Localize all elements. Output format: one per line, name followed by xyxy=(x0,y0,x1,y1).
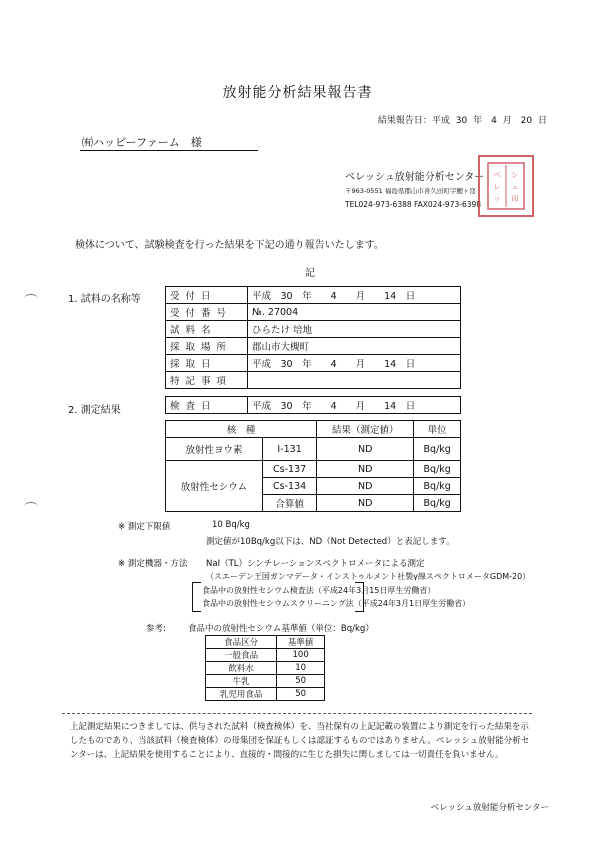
footer-lab-name: ベレッシュ放射能分析センター xyxy=(430,803,549,813)
table-row xyxy=(166,461,461,478)
seal-icon xyxy=(486,161,526,211)
nuclide: I-131 xyxy=(262,438,316,461)
page-title: 放射能分析結果報告書 xyxy=(222,85,373,101)
svg-text:ッ: ッ xyxy=(493,195,501,203)
table-row xyxy=(166,372,461,389)
reference-table xyxy=(205,635,325,701)
limit-value: 50 xyxy=(277,688,325,701)
table-row xyxy=(206,662,325,675)
divider xyxy=(62,713,532,714)
row-key: 特記事項 xyxy=(166,372,248,389)
table-row xyxy=(166,321,461,338)
reference-title: 食品中の放射性セシウム基準値（単位：Bq/kg） xyxy=(188,624,374,634)
table-row xyxy=(206,688,325,701)
svg-text:印: 印 xyxy=(511,195,519,203)
intro-text: 検体について、試験検査を行った結果を下記の通り報告いたします。 xyxy=(75,240,384,251)
table-row xyxy=(166,397,461,414)
punch-hole-mark xyxy=(24,502,38,511)
method-ref1: 食品中の放射性セシウム検査法（平成24年3月15日厚生労働省） xyxy=(202,586,436,595)
method-label: ※ 測定機器・方法 xyxy=(118,559,188,569)
nuclide: Cs-137 xyxy=(262,461,316,478)
table-header-row xyxy=(206,636,325,649)
row-value: 郡山市大槻町 xyxy=(248,338,461,355)
section2-label: 2. 測定結果 xyxy=(68,405,121,416)
row-key: 採取場所 xyxy=(166,338,248,355)
limit-value: 10 xyxy=(277,662,325,675)
lab-tel: TEL024-973-6388 FAX024-973-6398 xyxy=(345,200,482,209)
row-key: 試料名 xyxy=(166,321,248,338)
results-table xyxy=(165,420,461,512)
svg-text:ベ: ベ xyxy=(493,171,501,179)
table-row xyxy=(166,355,461,372)
method-sub: （スエーデン王国ガンマデータ・インストゥルメント社製γ線スペクトロメータGDM-20） xyxy=(206,572,531,581)
company-seal-stamp xyxy=(478,155,534,217)
col-header: 基準値 xyxy=(277,636,325,649)
result: ND xyxy=(317,478,414,495)
table-row xyxy=(206,675,325,688)
report-date: 結果報告日：平成 30 年 4 月 20 日 xyxy=(377,116,547,126)
row-value: №. 27004 xyxy=(248,304,461,321)
nuclide: 合算値 xyxy=(262,495,316,512)
table-header-row xyxy=(166,421,461,438)
col-header: 食品区分 xyxy=(206,636,277,649)
unit: Bq/kg xyxy=(414,478,461,495)
disclaimer-text: 上記測定結果につきましては、供与された試料（検査検体）を、当社保有の上記記載の装置により測定を行った結果を示したものであり、当該試料（検査検体）の母集団を保証もしくは認証するものではありません。ベレッシュ放射能分析センターは、上記結果を使用することにより、直接的・間接的に生じた損失に関しましては一切責任を負いません。 xyxy=(70,722,530,760)
col-header: 単位 xyxy=(414,421,461,438)
sample-info-table xyxy=(165,286,461,389)
svg-text:ュ: ュ xyxy=(511,183,519,191)
nuclide-group: 放射性セシウム xyxy=(166,461,263,512)
unit: Bq/kg xyxy=(414,438,461,461)
result: ND xyxy=(317,461,414,478)
limit-value: 100 xyxy=(277,649,325,662)
client-underline xyxy=(80,150,258,151)
food-category: 飲料水 xyxy=(206,662,277,675)
section1-label: 1. 試料の名称等 xyxy=(68,294,141,305)
lab-name: ベレッシュ放射能分析センター xyxy=(345,172,485,183)
row-value xyxy=(248,372,461,389)
limit-value: 10 Bq/kg xyxy=(212,520,250,530)
method-ref2: 食品中の放射性セシウムスクリーニング法（平成24年3月1日厚生労働省） xyxy=(202,599,471,608)
table-row xyxy=(166,438,461,461)
limit-description: 測定値が10Bq/kg以下は、ND（Not Detected）と表記します。 xyxy=(206,537,455,547)
reference-label: 参考: xyxy=(146,624,166,634)
limit-value: 50 xyxy=(277,675,325,688)
lab-address: 〒963-0551 福島県郡山市喜久田町字鯉ヶ窪 xyxy=(345,187,476,195)
row-key: 受付日 xyxy=(166,287,248,304)
row-value: 平成 30 年 4 月 14 日 xyxy=(248,397,461,414)
svg-text:レ: レ xyxy=(493,183,501,191)
svg-text:シ: シ xyxy=(511,171,519,179)
row-value: 平成 30 年 4 月 14 日 xyxy=(248,287,461,304)
unit: Bq/kg xyxy=(414,495,461,512)
table-row xyxy=(206,649,325,662)
row-value: 平成 30 年 4 月 14 日 xyxy=(248,355,461,372)
row-key: 受付番号 xyxy=(166,304,248,321)
table-row xyxy=(166,338,461,355)
nuclide: Cs-134 xyxy=(262,478,316,495)
result: ND xyxy=(317,438,414,461)
limit-label: ※ 測定下限値 xyxy=(118,522,171,532)
row-key: 採取日 xyxy=(166,355,248,372)
unit: Bq/kg xyxy=(414,461,461,478)
bracket-left xyxy=(192,582,201,612)
inspection-date-table xyxy=(165,396,461,414)
food-category: 牛乳 xyxy=(206,675,277,688)
client-name: ㈲ハッピーファーム 様 xyxy=(82,136,202,149)
result: ND xyxy=(317,495,414,512)
nuclide-group: 放射性ヨウ素 xyxy=(166,438,263,461)
table-row xyxy=(166,304,461,321)
method-value: NaI（TL）シンチレーションスペクトロメータによる測定 xyxy=(206,559,425,569)
row-value: ひらたけ 培地 xyxy=(248,321,461,338)
food-category: 乳児用食品 xyxy=(206,688,277,701)
col-header: 核 種 xyxy=(166,421,317,438)
row-key: 検査日 xyxy=(166,397,248,414)
ki-heading: 記 xyxy=(305,268,315,279)
food-category: 一般食品 xyxy=(206,649,277,662)
table-row xyxy=(166,287,461,304)
col-header: 結果（測定値） xyxy=(317,421,414,438)
punch-hole-mark xyxy=(24,294,38,303)
